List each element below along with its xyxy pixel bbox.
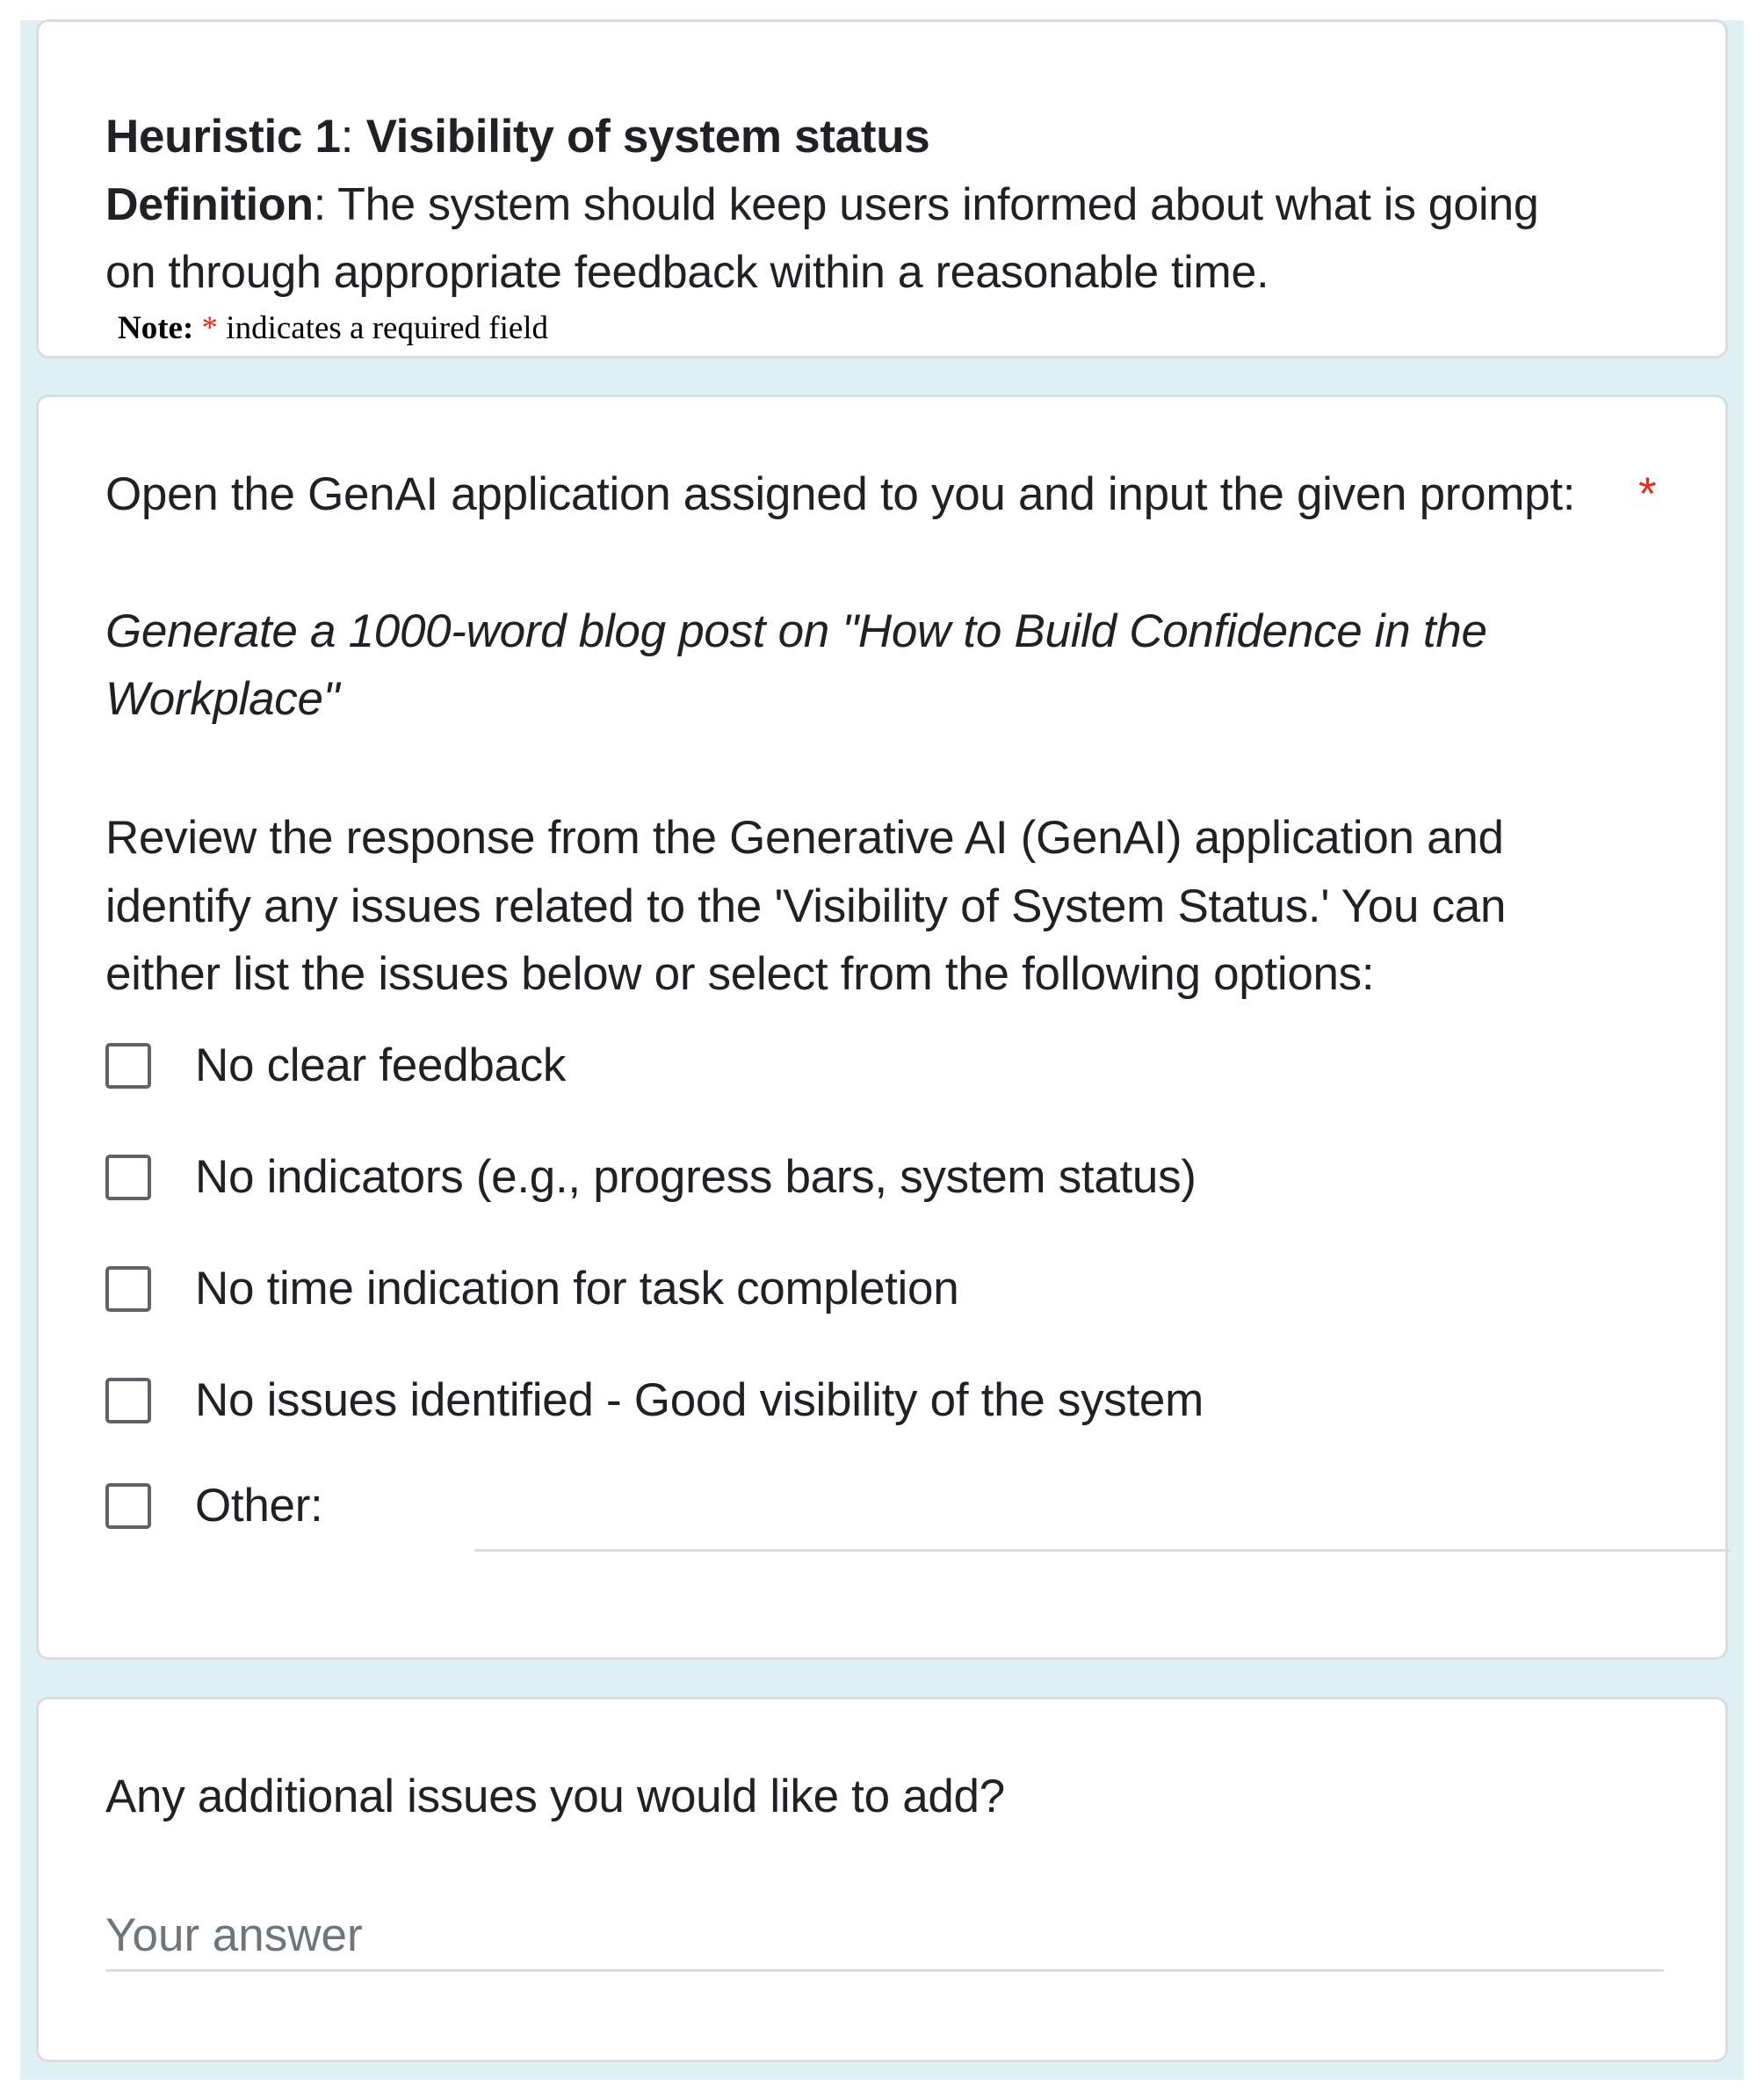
note-label: Note: <box>118 310 194 346</box>
prompt-line-2: Workplace" <box>105 673 340 725</box>
option-label[interactable]: No issues identified - Good visibility of the system <box>195 1374 1204 1426</box>
prompt-line-1: Generate a 1000-word blog post on "How to Build Confidence in the <box>105 605 1487 657</box>
heuristic-label: Heuristic 1 <box>105 111 341 163</box>
checkbox[interactable] <box>105 1155 151 1200</box>
section-header-card <box>36 19 1728 358</box>
option-label[interactable]: Other: <box>195 1480 323 1532</box>
review-line-1: Review the response from the Generative AI (GenAI) application and <box>105 812 1504 864</box>
question-text: Open the GenAI application assigned to you and input the given prompt: <box>105 468 1576 520</box>
definition-line-1 <box>105 178 1539 231</box>
other-text-input[interactable] <box>474 1509 1731 1552</box>
definition-line-2: on through appropriate feedback within a reasonable time. <box>105 247 1269 298</box>
answer-input[interactable] <box>105 1901 1664 1972</box>
definition-label: Definition <box>105 179 314 230</box>
note-required-star: * <box>201 310 219 346</box>
question-card <box>36 395 1728 1660</box>
definition-text-1: : The system should keep users informed about what is going <box>313 179 1539 230</box>
option-other[interactable] <box>105 1479 1643 1540</box>
required-note <box>118 309 548 347</box>
heuristic-separator: : <box>340 111 366 163</box>
checkbox[interactable] <box>105 1378 151 1423</box>
option-no-indicators[interactable] <box>105 1150 1643 1212</box>
checkbox[interactable] <box>105 1266 151 1312</box>
option-no-issues-identified[interactable] <box>105 1373 1643 1435</box>
option-label[interactable]: No indicators (e.g., progress bars, system status) <box>195 1151 1196 1203</box>
option-no-time-indication[interactable] <box>105 1262 1643 1323</box>
checkbox[interactable] <box>105 1043 151 1089</box>
heuristic-name: Visibility of system status <box>365 111 930 163</box>
option-no-clear-feedback[interactable] <box>105 1039 1643 1100</box>
note-text: indicates a required field <box>218 310 549 346</box>
review-line-2: identify any issues related to the 'Visibility of System Status.' You can <box>105 880 1507 932</box>
review-line-3: either list the issues below or select from the following options: <box>105 948 1375 1000</box>
checkbox[interactable] <box>105 1483 151 1529</box>
additional-question-text: Any additional issues you would like to add? <box>105 1771 1005 1822</box>
option-label[interactable]: No time indication for task completion <box>195 1263 959 1314</box>
additional-issues-card <box>36 1697 1728 2062</box>
option-label[interactable]: No clear feedback <box>195 1039 567 1091</box>
required-star: * <box>1638 468 1657 520</box>
heuristic-title <box>105 110 929 163</box>
